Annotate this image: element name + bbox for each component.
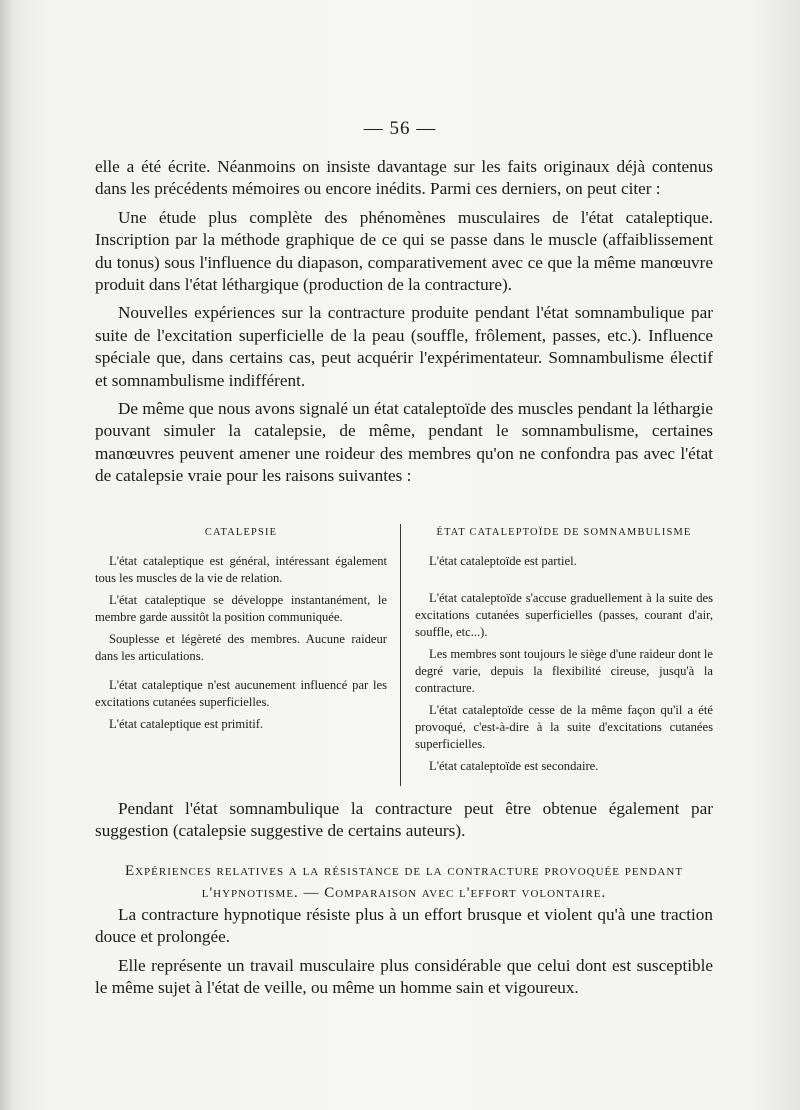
intro-text <box>95 156 713 494</box>
page-edge-shadow <box>0 0 14 1110</box>
paragraph: Elle représente un travail musculaire plus considérable que celui dont est susceptible le même sujet à l'état de veille, ou même un homme sain et vigoureux. <box>95 955 713 998</box>
column-item: L'état cataleptique est primitif. <box>109 717 264 731</box>
column-item: L'état cataleptique n'est aucunement influencé par les excitations cutanées superficielles. <box>95 678 387 709</box>
column-divider <box>400 524 401 786</box>
after-table-text <box>95 798 713 849</box>
paragraph: elle a été écrite. Néanmoins on insiste davantage sur les faits originaux déjà contenus dans les précédents mémoires ou encore inédits. Parmi ces derniers, on peut citer : <box>95 157 713 199</box>
column-heading: ÉTAT CATALEPTOÏDE DE SOMNAMBULISME <box>436 527 692 538</box>
final-text <box>95 904 713 1006</box>
section-title <box>95 860 713 904</box>
page-number: — 56 — <box>363 118 437 139</box>
paragraph: Nouvelles expériences sur la contracture produite pendant l'état somnambulique par suite de l'excitation superficielle de la peau (souffle, frôlement, passes, etc.). Influence spéciale que, dans certains cas, peut acquérir l'expérimentateur. Somnambulisme électif et somnambulisme indifférent. <box>95 303 713 390</box>
column-item: L'état cataleptoïde est partiel. <box>429 554 577 568</box>
paragraph: Pendant l'état somnambulique la contracture peut être obtenue également par suggestion (catalepsie suggestive de certains auteurs). <box>95 799 713 841</box>
paragraph: De même que nous avons signalé un état cataleptoïde des muscles pendant la léthargie pouvant simuler la catalepsie, de même, pendant le somnambulisme, certaines manœuvres peuvent amener une roideur des membres qu'on ne confondra pas avec l'état de catalepsie vraie pour les raisons suivantes : <box>95 399 713 486</box>
catalepsie-column <box>95 524 387 738</box>
paragraph: Une étude plus complète des phénomènes musculaires de l'état cataleptique. Inscription par la méthode graphique de ce qui se passe dans le muscle (affaiblissement du tonus) sous l'influence du diapason, comparativement avec ce que la même manœuvre produit dans l'état léthargique (production de la contracture). <box>95 207 713 295</box>
column-item: L'état cataleptoïde s'accuse graduellement à la suite des excitations cutanées superficielles (passes, courant d'air, souffle, etc...). <box>415 591 713 639</box>
column-item: L'état cataleptoïde est secondaire. <box>429 759 599 773</box>
section-title-line: Expériences relatives a la résistance de la contracture provoquée pendant <box>124 863 684 879</box>
paragraph: La contracture hypnotique résiste plus à un effort brusque et violent qu'à une traction douce et prolongée. <box>95 905 713 947</box>
column-item: Souplesse et légèreté des membres. Aucune raideur dans les articulations. <box>95 632 387 663</box>
section-title-line: l'hypnotisme. — Comparaison avec l'effort volontaire. <box>201 885 607 901</box>
cataleptoide-column <box>415 524 713 780</box>
comparison-table <box>95 524 713 792</box>
column-item: L'état cataleptique se développe instantanément, le membre garde aussitôt la position communiquée. <box>95 593 387 624</box>
column-item: L'état cataleptoïde cesse de la même façon qu'il a été provoqué, c'est-à-dire à la suite d'excitations cutanées superficielles. <box>415 703 713 751</box>
column-item: L'état cataleptique est général, intéressant également tous les muscles de la vie de relation. <box>95 554 387 585</box>
column-heading: CATALEPSIE <box>204 527 278 538</box>
column-item: Les membres sont toujours le siège d'une raideur dont le degré varie, depuis la flexibilité cireuse, jusqu'à la contracture. <box>415 647 713 695</box>
